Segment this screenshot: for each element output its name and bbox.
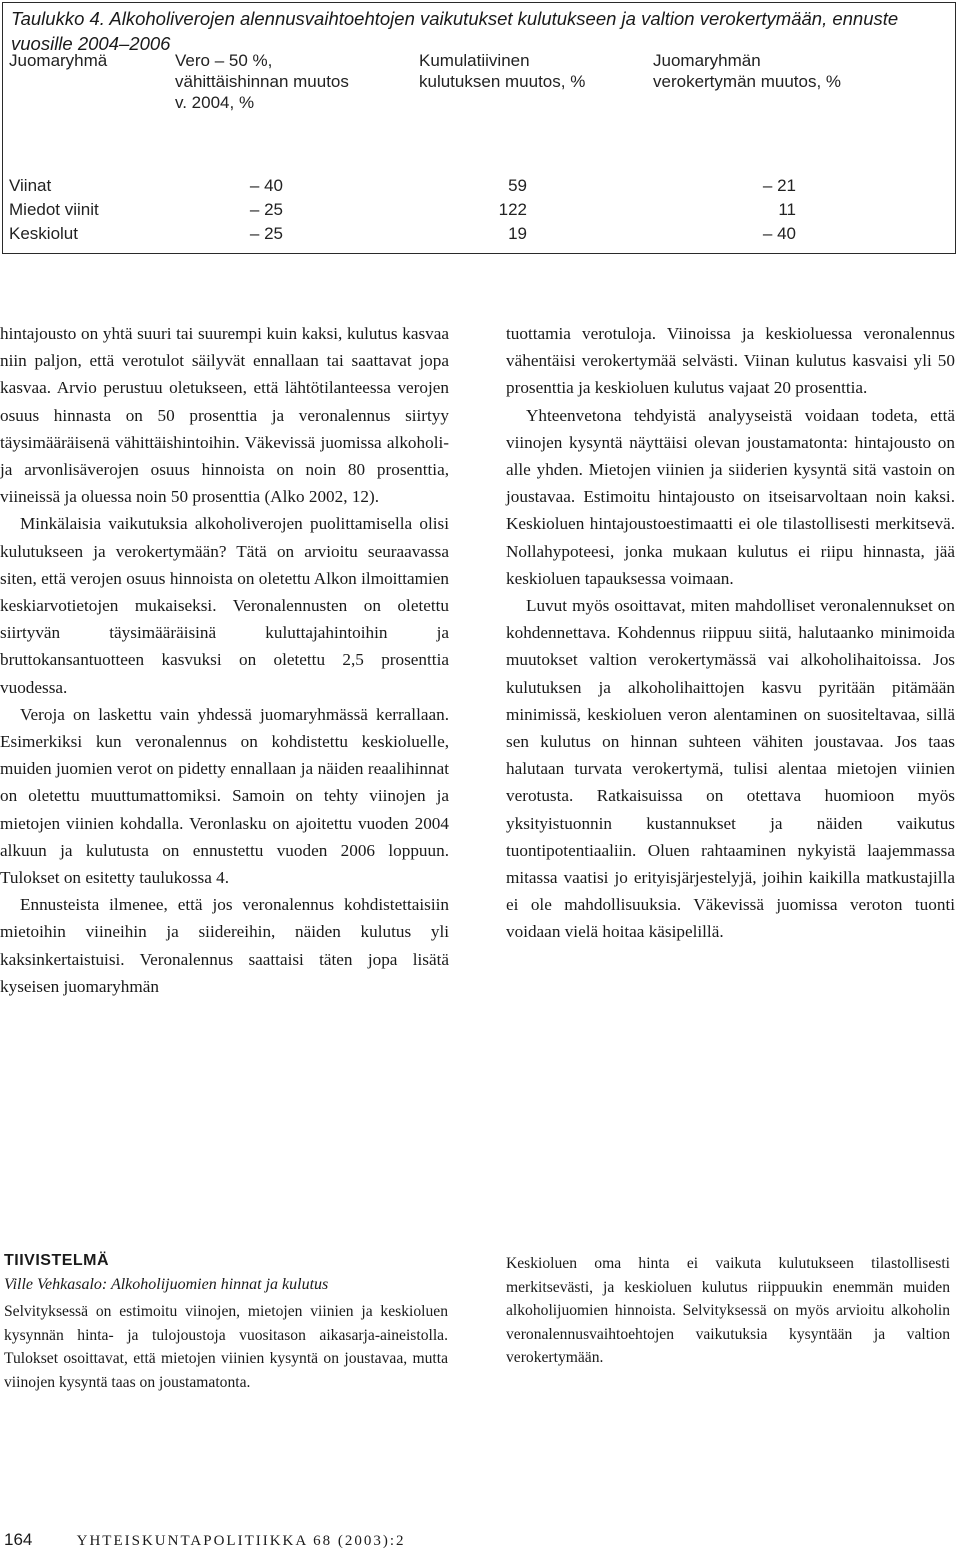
abstract-paragraph: Selvityksessä on estimoitu viinojen, mietojen viinien ja keskioluen kysynnän hinta- ja tulojoustoja vuositason aikasarja-aineistolla. Tulokset osoittavat, että mietojen viinien kysyntä on joustavaa, mutta viinojen kysyntä taas on joustamatonta. (4, 1303, 448, 1391)
journal-name: YHTEISKUNTAPOLITIIKKA 68 (2003):2 (76, 1533, 406, 1549)
page-footer (4, 1530, 406, 1550)
row-viinat-consumption: 59 (508, 176, 527, 195)
paragraph: hintajousto on yhtä suuri tai suurempi kuin kaksi, kulutus kasvaa niin paljon, että verotulot säilyvät ennallaan tai saattavat jopa kasvaa. Arvio perustuu oletukseen, että lähtötilanteessa verojen osuus hinnasta on 50 prosenttia ja veronalennus siirtyy täysimääräisenä vähittäishintoihin. Väkevissä juomissa alkoholi- ja arvonlisäverojen osuus hinnoista on noin 80 prosenttia, viineissä ja oluessa noin 50 prosenttia (Alko 2002, 12). (0, 324, 449, 507)
row-viinat-tax: – 21 (762, 176, 796, 195)
table-4 (2, 2, 956, 254)
paragraph: Luvut myös osoittavat, miten mahdolliset veronalennukset on kohdennettava. Kohdennus riippuu siitä, halutaanko minimoida muutokset valtion verokertymässä vai alkoholihaitoissa. Jos kulutuksen ja alkoholihaittojen kasvu pyritään pitämään minimissä, keskioluen veron alentaminen on suositeltavaa, sillä sen kulutus on hinnan suhteen vähiten joustavaa. Jos taas halutaan turvata verokertymä, tulisi alentaa mietojen viinien verotusta. Ratkaisuissa on otettava huomioon myös yksityistuonnin kustannukset ja näiden vaikutus tuontipotentiaaliin. Oluen rahtaaminen nykyistä laajemmassa mitassa vaatisi jo erityisjärjestelyjä, joihin kaikilla matkustajilla ei ole mahdollisuuksia. Väkevissä juomissa veroton tuonti voidaan vielä hoitaa käsipelillä. (506, 596, 955, 942)
row-miedot-group: Miedot viinit (9, 200, 99, 219)
abstract-right-column (506, 1252, 950, 1370)
table-caption: Taulukko 4. Alkoholiverojen alennusvaihtoehtojen vaikutukset kulutukseen ja valtion verokertymään, ennuste vuosille 2004–2006 (11, 8, 899, 54)
header-tax-change: Juomaryhmän verokertymän muutos, % (653, 51, 842, 91)
row-miedot-tax: 11 (778, 200, 796, 219)
row-viinat-group: Viinat (9, 176, 52, 195)
row-miedot-price: – 25 (249, 200, 283, 219)
paragraph: Yhteenvetona tehdyistä analyyseistä voidaan todeta, että viinojen kysyntä näyttäisi olevan joustamatonta: hintajousto on alle yhden. Mietojen viinien ja siiderien kysyntä sitä vastoin on joustavaa. Estimoitu hintajousto on itseisarvoltaan noin kaksi. Keskioluen hintajoustoestimaatti ei ole tilastollisesti merkitsevä. Nollahypoteesi, jonka mukaan kulutus ei riipu hinnasta, jää keskioluen tapauksessa voimaan. (506, 405, 955, 588)
row-keskiolut-group: Keskiolut (9, 224, 78, 243)
paragraph: tuottamia verotuloja. Viinoissa ja keskioluessa veronalennus vähentäisi verokertymää selvästi. Viinan kulutus kasvaisi yli 50 prosenttia ja keskioluen kulutus vajaat 20 prosenttia. (506, 324, 955, 398)
abstract-subtitle: Ville Vehkasalo: Alkoholijuomien hinnat ja kulutus (4, 1276, 329, 1293)
row-keskiolut-tax: – 40 (762, 224, 796, 243)
paragraph: Veroja on laskettu vain yhdessä juomaryhmässä kerrallaan. Esimerkiksi kun veronalennus on kohdistettu keskioluelle, muiden juomien verot on pidetty ennallaan ja näiden reaalihinnat on oletettu muuttumattomiksi. Samoin on tehty viinojen ja mietojen viinien kohdalla. Veronlasku on ajoitettu vuoden 2004 alkuun ja kulutusta on ennustettu vuoden 2006 loppuun. Tulokset on esitetty taulukossa 4. (0, 704, 449, 888)
abstract-left-column (4, 1300, 448, 1394)
header-beverage-group: Juomaryhmä (9, 51, 108, 70)
abstract-title: TIIVISTELMÄ (4, 1252, 110, 1269)
header-consumption-change: Kumulatiivinen kulutuksen muutos, % (419, 51, 586, 91)
row-keskiolut-consumption: 19 (508, 224, 527, 243)
abstract-paragraph: Keskioluen oma hinta ei vaikuta kulutukseen tilastollisesti merkitsevästi, ja keskioluen kulutus riippuukin enemmän muiden alkoholijuomien hinnoista. Selvityksessä on myös arvioitu alkoholin veronalennusvaihtoehtojen vaikutuksia kysyntään ja valtion verokertymään. (506, 1255, 950, 1366)
page-number: 164 (4, 1530, 33, 1549)
row-miedot-consumption: 122 (498, 200, 527, 219)
paragraph: Minkälaisia vaikutuksia alkoholiverojen puolittamisella olisi kulutukseen ja verokertymään? Tätä on arvioitu seuraavassa siten, että verojen osuus hinnoista on oletettu Alkon ilmoittamien keskiarvotietojen mukaiseksi. Veronalennusten on oletettu siirtyvän täysimääräisinä kuluttajahintoihin ja bruttokansantuotteen kasvuksi on oletettu 2,5 prosenttia vuodessa. (0, 514, 449, 697)
body-right-column (506, 320, 955, 946)
body-left-column (0, 320, 449, 1000)
paragraph: Ennusteista ilmenee, että jos veronalennus kohdistettaisiin mietoihin viineihin ja siidereihin, näiden kulutus yli kaksinkertaistuisi. Veronalennus saattaisi täten jopa lisätä kyseisen juomaryhmän (0, 895, 449, 996)
header-price-change: Vero – 50 %, vähittäishinnan muutos v. 2004, % (175, 51, 349, 112)
row-viinat-price: – 40 (249, 176, 283, 195)
row-keskiolut-price: – 25 (249, 224, 283, 243)
